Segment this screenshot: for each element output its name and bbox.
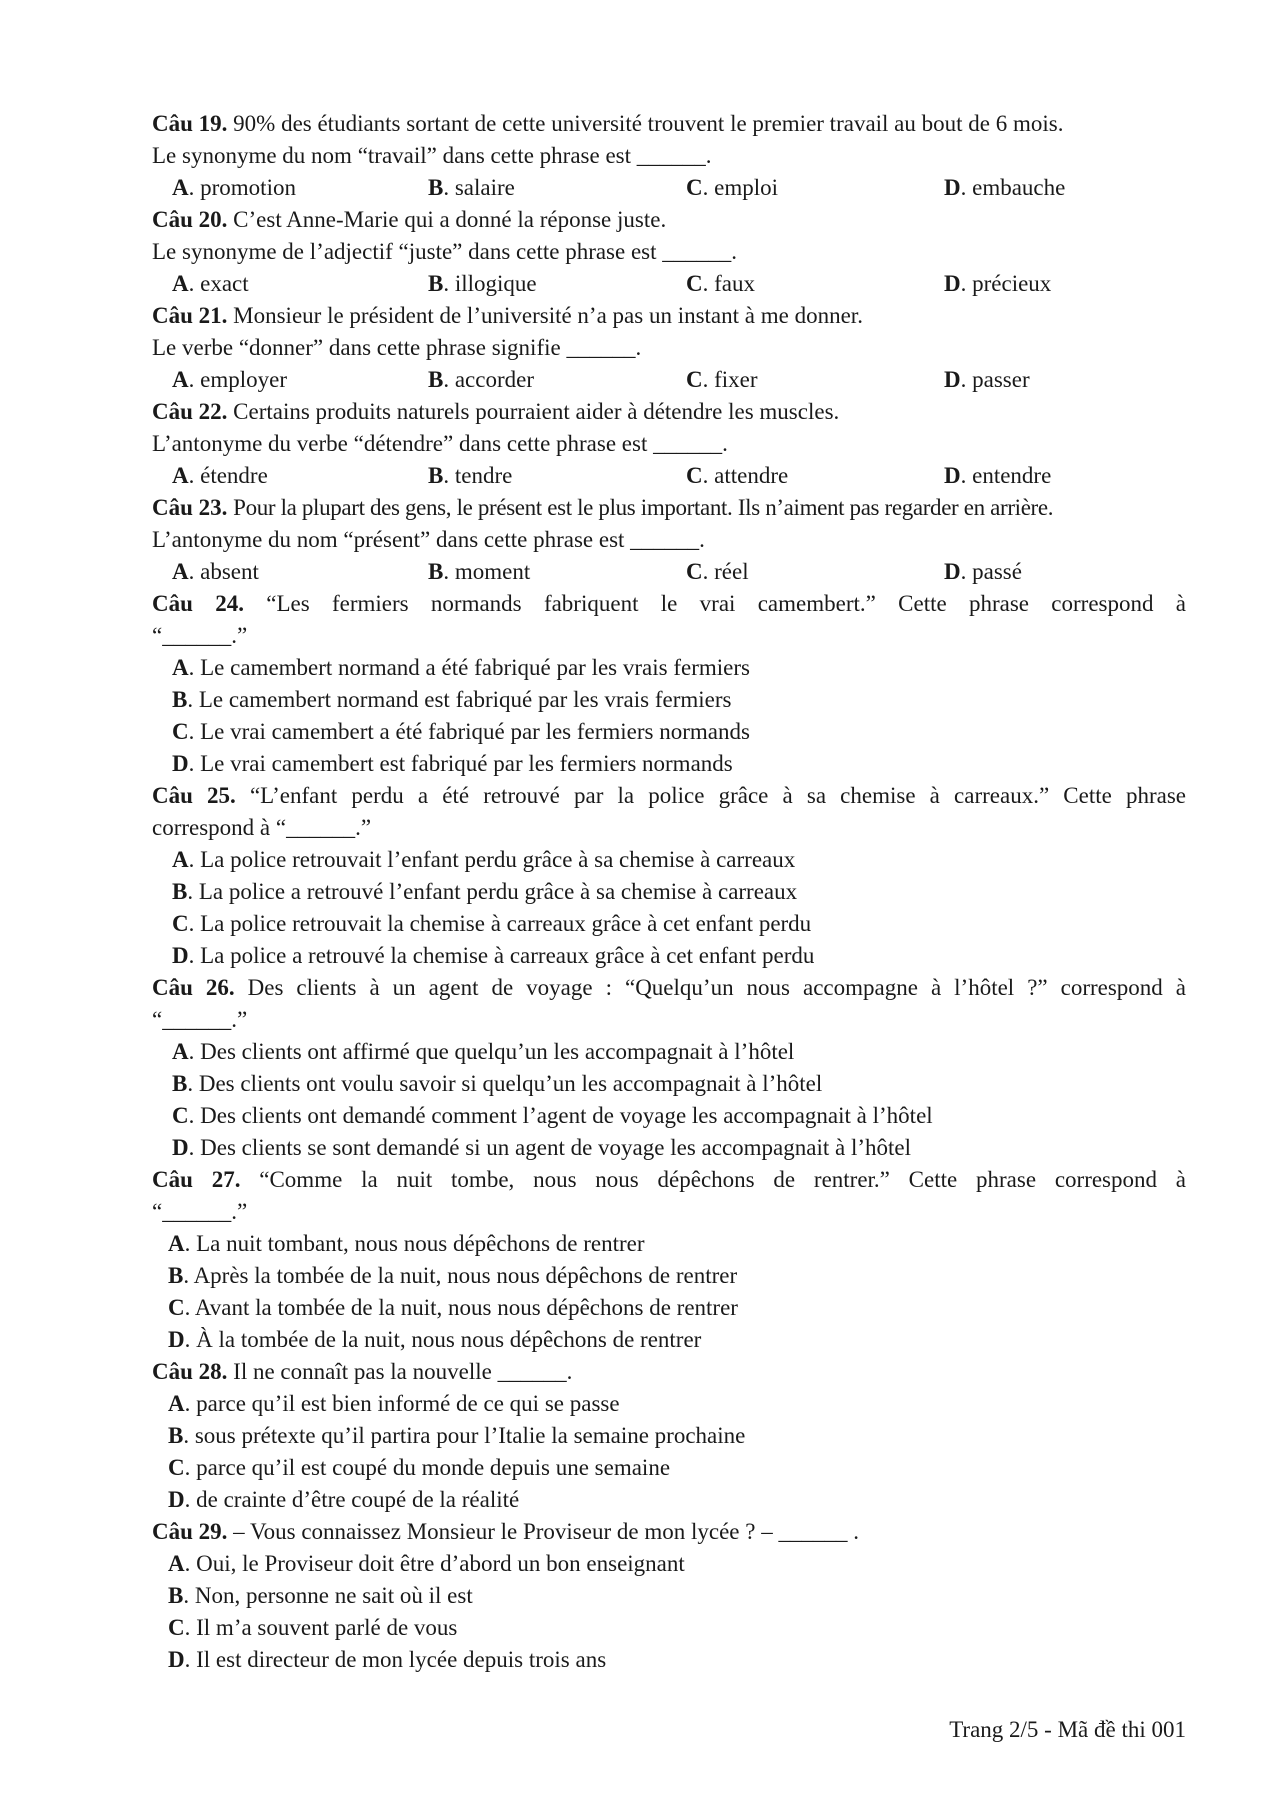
question-text: C’est Anne-Marie qui a donné la réponse juste. <box>233 207 667 232</box>
question-prompt: Le verbe “donner” dans cette phrase signifie ______. <box>152 335 642 360</box>
question-prompt: Le synonyme de l’adjectif “juste” dans cette phrase est ______. <box>152 239 738 264</box>
option-d[interactable]: D. Il est directeur de mon lycée depuis trois ans <box>168 1647 607 1672</box>
option-c[interactable]: C. Le vrai camembert a été fabriqué par les fermiers normands <box>172 719 750 744</box>
options-row <box>152 268 1186 300</box>
question-prompt: L’antonyme du verbe “détendre” dans cette phrase est ______. <box>152 431 728 456</box>
question-text: “Comme la nuit tombe, nous nous dépêchons de rentrer.” Cette phrase correspond à <box>259 1167 1187 1192</box>
question-number: Câu 21. <box>152 303 228 328</box>
option-d[interactable]: D. La police a retrouvé la chemise à carreaux grâce à cet enfant perdu <box>172 943 815 968</box>
option-b[interactable]: B. Le camembert normand est fabriqué par les vrais fermiers <box>172 687 732 712</box>
question-25 <box>152 780 1186 972</box>
question-21 <box>152 300 1186 396</box>
options-row <box>152 556 1186 588</box>
question-number: Câu 26. <box>152 975 235 1000</box>
option-c[interactable]: C. réel <box>686 559 749 584</box>
question-text: “Les fermiers normands fabriquent le vrai camembert.” Cette phrase correspond à <box>266 591 1187 616</box>
option-c[interactable]: C. Avant la tombée de la nuit, nous nous dépêchons de rentrer <box>168 1295 738 1320</box>
option-c[interactable]: C. attendre <box>686 463 789 488</box>
options-row <box>152 460 1186 492</box>
option-d[interactable]: D. précieux <box>944 271 1052 296</box>
question-28 <box>152 1356 1186 1516</box>
option-b[interactable]: B. La police a retrouvé l’enfant perdu grâce à sa chemise à carreaux <box>172 879 798 904</box>
option-c[interactable]: C. parce qu’il est coupé du monde depuis une semaine <box>168 1455 671 1480</box>
option-b[interactable]: B. Non, personne ne sait où il est <box>168 1583 473 1608</box>
question-prompt: “______.” <box>152 1199 248 1224</box>
option-b[interactable]: B. sous prétexte qu’il partira pour l’Italie la semaine prochaine <box>168 1423 746 1448</box>
option-a[interactable]: A. employer <box>172 367 287 392</box>
option-a[interactable]: A. La nuit tombant, nous nous dépêchons de rentrer <box>168 1231 645 1256</box>
question-text: 90% des étudiants sortant de cette université trouvent le premier travail au bout de 6 mois. <box>233 111 1064 136</box>
option-b[interactable]: B. salaire <box>428 175 515 200</box>
question-number: Câu 19. <box>152 111 228 136</box>
question-prompt: “______.” <box>152 623 248 648</box>
option-b[interactable]: B. accorder <box>428 367 534 392</box>
option-c[interactable]: C. Il m’a souvent parlé de vous <box>168 1615 458 1640</box>
question-22 <box>152 396 1186 492</box>
question-prompt: Le synonyme du nom “travail” dans cette phrase est ______. <box>152 143 712 168</box>
option-d[interactable]: D. entendre <box>944 463 1052 488</box>
option-a[interactable]: A. absent <box>172 559 259 584</box>
page-footer: Trang 2/5 - Mã đề thi 001 <box>949 1717 1186 1742</box>
options-row <box>152 172 1186 204</box>
question-number: Câu 29. <box>152 1519 228 1544</box>
question-prompt: correspond à “______.” <box>152 815 372 840</box>
option-b[interactable]: B. Après la tombée de la nuit, nous nous dépêchons de rentrer <box>168 1263 738 1288</box>
option-c[interactable]: C. emploi <box>686 175 779 200</box>
question-text: – Vous connaissez Monsieur le Proviseur de mon lycée ? – ______ . <box>233 1519 859 1544</box>
question-number: Câu 20. <box>152 207 228 232</box>
question-text: Certains produits naturels pourraient aider à détendre les muscles. <box>233 399 840 424</box>
option-d[interactable]: D. Des clients se sont demandé si un agent de voyage les accompagnait à l’hôtel <box>172 1135 911 1160</box>
question-list <box>152 108 1186 1676</box>
option-a[interactable]: A. étendre <box>172 463 268 488</box>
option-c[interactable]: C. faux <box>686 271 755 296</box>
question-prompt: “______.” <box>152 1007 248 1032</box>
question-26 <box>152 972 1186 1164</box>
question-prompt: L’antonyme du nom “présent” dans cette phrase est ______. <box>152 527 705 552</box>
question-text: Des clients à un agent de voyage : “Quelqu’un nous accompagne à l’hôtel ?” correspond à <box>247 975 1186 1000</box>
option-a[interactable]: A. La police retrouvait l’enfant perdu grâce à sa chemise à carreaux <box>172 847 796 872</box>
question-number: Câu 28. <box>152 1359 228 1384</box>
question-number: Câu 23. <box>152 495 228 520</box>
option-a[interactable]: A. parce qu’il est bien informé de ce qui se passe <box>168 1391 620 1416</box>
option-d[interactable]: D. Le vrai camembert est fabriqué par les fermiers normands <box>172 751 733 776</box>
option-b[interactable]: B. moment <box>428 559 531 584</box>
question-number: Câu 27. <box>152 1167 241 1192</box>
option-b[interactable]: B. illogique <box>428 271 537 296</box>
question-number: Câu 22. <box>152 399 228 424</box>
question-number: Câu 24. <box>152 591 244 616</box>
option-d[interactable]: D. passer <box>944 367 1030 392</box>
option-a[interactable]: A. Le camembert normand a été fabriqué par les vrais fermiers <box>172 655 750 680</box>
option-d[interactable]: D. de crainte d’être coupé de la réalité <box>168 1487 520 1512</box>
question-text: Monsieur le président de l’université n’a pas un instant à me donner. <box>233 303 863 328</box>
question-text: Il ne connaît pas la nouvelle ______. <box>233 1359 573 1384</box>
question-27 <box>152 1164 1186 1356</box>
option-c[interactable]: C. La police retrouvait la chemise à carreaux grâce à cet enfant perdu <box>172 911 812 936</box>
question-text: “L’enfant perdu a été retrouvé par la police grâce à sa chemise à carreaux.” Cette phrase <box>249 783 1187 808</box>
question-number: Câu 25. <box>152 783 236 808</box>
option-b[interactable]: B. tendre <box>428 463 513 488</box>
option-a[interactable]: A. Des clients ont affirmé que quelqu’un les accompagnait à l’hôtel <box>172 1039 795 1064</box>
option-a[interactable]: A. exact <box>172 271 249 296</box>
option-b[interactable]: B. Des clients ont voulu savoir si quelqu’un les accompagnait à l’hôtel <box>172 1071 823 1096</box>
question-23 <box>152 492 1186 588</box>
question-24 <box>152 588 1186 780</box>
options-row <box>152 364 1186 396</box>
question-20 <box>152 204 1186 300</box>
question-29 <box>152 1516 1186 1676</box>
option-c[interactable]: C. Des clients ont demandé comment l’agent de voyage les accompagnait à l’hôtel <box>172 1103 933 1128</box>
question-19 <box>152 108 1186 204</box>
question-text: Pour la plupart des gens, le présent est le plus important. Ils n’aiment pas regarder en arrière. <box>233 495 1054 520</box>
option-d[interactable]: D. embauche <box>944 175 1066 200</box>
option-a[interactable]: A. promotion <box>172 175 296 200</box>
option-d[interactable]: D. À la tombée de la nuit, nous nous dépêchons de rentrer <box>168 1327 702 1352</box>
option-c[interactable]: C. fixer <box>686 367 758 392</box>
option-d[interactable]: D. passé <box>944 559 1022 584</box>
option-a[interactable]: A. Oui, le Proviseur doit être d’abord un bon enseignant <box>168 1551 685 1576</box>
